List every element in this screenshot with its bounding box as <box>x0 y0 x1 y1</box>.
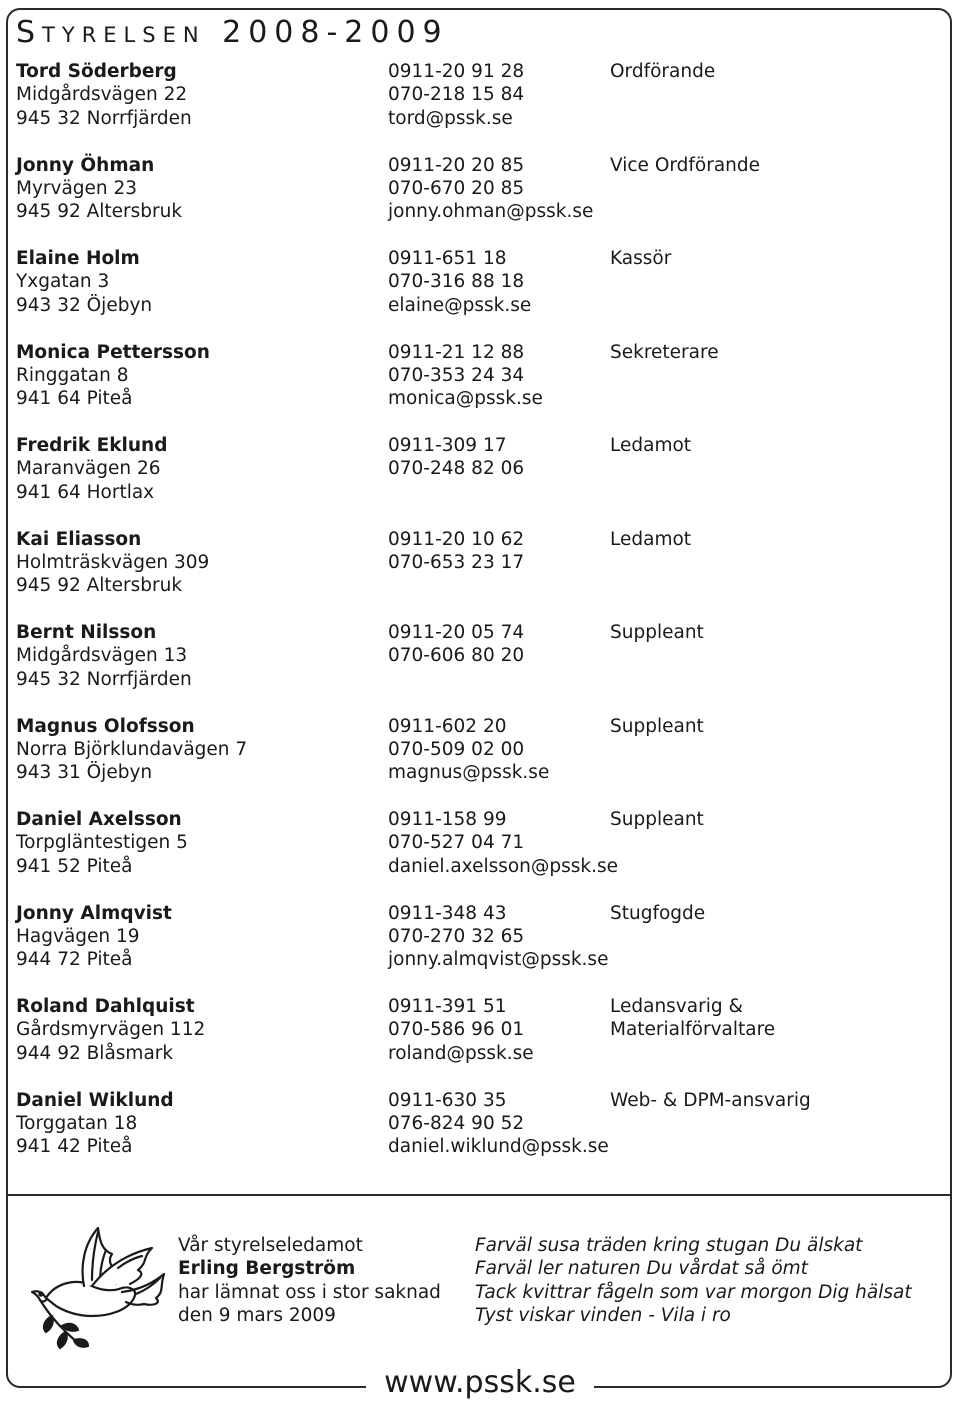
member-name: Jonny Almqvist <box>16 902 172 924</box>
member-phone: 0911-602 20 <box>388 715 507 737</box>
member-mobile: 070-670 20 85 <box>388 177 525 199</box>
member-address: Midgårdsvägen 22 <box>16 84 188 106</box>
member-address: Norra Björklundavägen 7 <box>16 738 248 760</box>
member-phone: 0911-391 51 <box>388 996 507 1017</box>
memorial-date: den 9 mars 2009 <box>178 1305 336 1327</box>
member-phone: 0911-158 99 <box>388 809 507 830</box>
member-mobile: 076-824 90 52 <box>388 1112 525 1134</box>
member-column <box>16 715 247 785</box>
member-name: Magnus Olofsson <box>16 715 195 737</box>
memorial-text <box>178 1234 441 1328</box>
member-column <box>388 902 608 972</box>
member-column <box>610 808 704 855</box>
member-email[interactable]: elaine@pssk.se <box>388 294 532 316</box>
member-role: Materialförvaltare <box>610 1019 776 1041</box>
member-column <box>610 154 760 201</box>
member-address: Torpgläntestigen 5 <box>16 832 188 854</box>
poem-line: Tyst viskar vinden - Vila i ro <box>475 1305 731 1327</box>
member-column <box>388 528 524 598</box>
board-member <box>16 621 936 715</box>
member-role <box>610 551 691 574</box>
member-city: 941 64 Hortlax <box>16 481 155 503</box>
member-column <box>388 247 531 317</box>
member-mobile: 070-509 02 00 <box>388 738 525 760</box>
member-role: Sekreterare <box>610 341 719 363</box>
member-city: 941 52 Piteå <box>16 855 133 877</box>
board-member <box>16 247 936 341</box>
member-name: Bernt Nilsson <box>16 622 157 643</box>
member-role <box>610 270 671 293</box>
member-city: 943 32 Öjebyn <box>16 294 153 316</box>
member-column <box>610 1089 811 1136</box>
member-column <box>388 341 543 411</box>
board-member <box>16 995 936 1089</box>
member-column <box>388 715 549 785</box>
member-name: Tord Söderberg <box>16 61 177 82</box>
member-mobile: 070-316 88 18 <box>388 271 525 293</box>
member-name: Roland Dahlquist <box>16 996 195 1017</box>
member-column <box>610 995 775 1042</box>
memorial-line: Vår styrelseledamot <box>178 1235 363 1256</box>
member-column <box>388 621 524 691</box>
member-phone: 0911-309 17 <box>388 435 507 456</box>
member-phone: 0911-20 20 85 <box>388 154 525 176</box>
member-role: Kassör <box>610 248 672 269</box>
member-email[interactable] <box>388 574 524 597</box>
member-role <box>610 644 704 667</box>
board-member <box>16 341 936 435</box>
member-role: Ledansvarig & <box>610 996 743 1017</box>
member-role: Ledamot <box>610 528 692 550</box>
member-mobile: 070-218 15 84 <box>388 84 525 106</box>
member-role: Vice Ordförande <box>610 154 761 176</box>
member-address: Torggatan 18 <box>16 1112 138 1134</box>
member-column <box>16 247 152 317</box>
member-column <box>610 434 691 481</box>
member-role <box>610 738 704 761</box>
member-city: 943 31 Öjebyn <box>16 762 153 784</box>
member-role: Stugfogde <box>610 902 706 924</box>
member-role <box>610 83 715 106</box>
member-column <box>388 154 593 224</box>
member-role <box>610 831 704 854</box>
member-column <box>610 902 705 949</box>
poem-line: Farväl ler naturen Du vårdat så ömt <box>475 1258 808 1280</box>
member-mobile: 070-653 23 17 <box>388 551 525 573</box>
member-role: Suppleant <box>610 622 704 643</box>
member-column <box>610 247 671 294</box>
member-address: Holmträskvägen 309 <box>16 551 210 573</box>
member-column <box>16 528 209 598</box>
member-column <box>16 434 167 504</box>
member-email[interactable] <box>388 668 524 691</box>
member-city: 944 72 Piteå <box>16 949 133 971</box>
member-column <box>610 715 704 762</box>
member-role <box>610 925 705 948</box>
board-member <box>16 154 936 248</box>
member-mobile: 070-586 96 01 <box>388 1019 525 1041</box>
member-name: Daniel Wiklund <box>16 1089 174 1111</box>
member-phone: 0911-348 43 <box>388 902 507 924</box>
member-role: Suppleant <box>610 715 704 737</box>
member-phone: 0911-21 12 88 <box>388 341 525 363</box>
member-mobile: 070-527 04 71 <box>388 832 525 854</box>
member-email[interactable] <box>388 481 524 504</box>
member-column <box>388 60 524 130</box>
member-column <box>16 995 205 1065</box>
member-column <box>610 621 704 668</box>
member-mobile: 070-270 32 65 <box>388 925 525 947</box>
board-member <box>16 528 936 622</box>
poem-line: Farväl susa träden kring stugan Du älskat <box>475 1235 863 1256</box>
member-column <box>610 341 719 388</box>
member-column <box>16 808 188 878</box>
member-column <box>16 154 182 224</box>
board-member <box>16 434 936 528</box>
member-phone: 0911-630 35 <box>388 1089 507 1111</box>
memorial-section <box>16 1212 936 1382</box>
member-city: 945 32 Norrfjärden <box>16 668 192 690</box>
member-column <box>610 528 691 575</box>
member-mobile: 070-353 24 34 <box>388 364 525 386</box>
member-role: Suppleant <box>610 809 704 830</box>
member-column <box>388 434 524 504</box>
member-city: 941 64 Piteå <box>16 388 133 410</box>
member-phone: 0911-20 91 28 <box>388 61 525 82</box>
member-city: 941 42 Piteå <box>16 1136 133 1158</box>
memorial-line: har lämnat oss i stor saknad <box>178 1281 441 1303</box>
member-role <box>610 364 719 387</box>
member-mobile: 070-606 80 20 <box>388 645 525 667</box>
member-address: Yxgatan 3 <box>16 271 110 293</box>
member-role: Ledamot <box>610 435 692 456</box>
member-city: 945 92 Altersbruk <box>16 575 183 597</box>
member-email[interactable]: jonny.ohman@pssk.se <box>388 201 594 223</box>
board-member <box>16 60 936 154</box>
member-column <box>16 341 210 411</box>
member-phone: 0911-20 10 62 <box>388 528 525 550</box>
member-role <box>610 177 760 200</box>
member-address: Hagvägen 19 <box>16 925 140 947</box>
member-email[interactable]: tord@pssk.se <box>388 107 513 129</box>
website-link[interactable]: www.pssk.se <box>366 1365 594 1401</box>
board-member-list <box>16 60 936 1182</box>
memorial-name: Erling Bergström <box>178 1258 356 1280</box>
member-name: Jonny Öhman <box>16 154 155 176</box>
member-address: Ringgatan 8 <box>16 364 129 386</box>
dove-with-olive-branch-icon <box>26 1220 176 1360</box>
member-column <box>388 995 534 1065</box>
member-phone: 0911-651 18 <box>388 248 507 269</box>
board-member <box>16 808 936 902</box>
section-divider <box>6 1194 952 1196</box>
member-column <box>388 1089 609 1159</box>
member-name: Monica Pettersson <box>16 341 210 363</box>
member-name: Fredrik Eklund <box>16 435 168 456</box>
member-email[interactable]: daniel.wiklund@pssk.se <box>388 1136 609 1158</box>
member-email[interactable]: jonny.almqvist@pssk.se <box>388 949 609 971</box>
member-address: Maranvägen 26 <box>16 458 161 480</box>
member-column <box>16 902 172 972</box>
board-member <box>16 902 936 996</box>
member-column <box>388 808 618 878</box>
member-mobile: 070-248 82 06 <box>388 458 525 480</box>
member-name: Elaine Holm <box>16 248 140 269</box>
farewell-poem <box>475 1234 912 1328</box>
poem-line: Tack kvittrar fågeln som var morgon Dig hälsat <box>475 1281 912 1303</box>
member-email[interactable]: monica@pssk.se <box>388 388 543 410</box>
member-address: Midgårdsvägen 13 <box>16 645 188 667</box>
board-member <box>16 1089 936 1183</box>
member-address: Myrvägen 23 <box>16 177 138 199</box>
member-address: Gårdsmyrvägen 112 <box>16 1019 206 1041</box>
member-column <box>16 1089 174 1159</box>
member-column <box>16 60 192 130</box>
member-role: Web- & DPM-ansvarig <box>610 1089 811 1111</box>
member-city: 944 92 Blåsmark <box>16 1042 174 1064</box>
member-role <box>610 457 691 480</box>
member-phone: 0911-20 05 74 <box>388 622 525 643</box>
member-city: 945 92 Altersbruk <box>16 201 183 223</box>
member-city: 945 32 Norrfjärden <box>16 107 192 129</box>
member-column <box>16 621 192 691</box>
member-name: Kai Eliasson <box>16 528 142 550</box>
member-email[interactable]: daniel.axelsson@pssk.se <box>388 855 619 877</box>
board-member <box>16 715 936 809</box>
member-email[interactable]: roland@pssk.se <box>388 1042 534 1064</box>
member-role <box>610 1112 811 1135</box>
member-column <box>610 60 715 107</box>
member-role: Ordförande <box>610 61 716 82</box>
member-email[interactable]: magnus@pssk.se <box>388 762 550 784</box>
page-title: Styrelsen 2008-2009 <box>16 15 449 50</box>
member-name: Daniel Axelsson <box>16 809 182 830</box>
